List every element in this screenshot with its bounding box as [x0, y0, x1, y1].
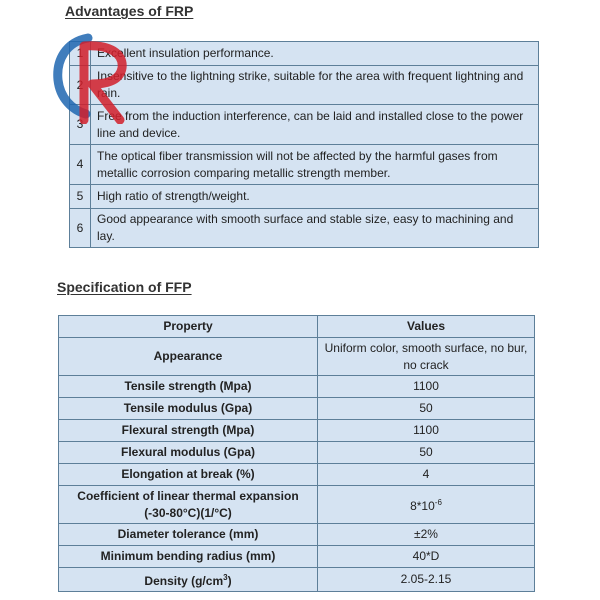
table-row — [70, 42, 539, 66]
property-cell: Appearance — [59, 338, 318, 376]
row-number: 6 — [70, 209, 91, 248]
property-exponent: 3 — [223, 573, 228, 582]
advantage-text: Insensitive to the lightning strike, suitable for the area with frequent lightning and rain. — [91, 66, 539, 105]
table-row — [59, 338, 535, 376]
specification-table — [58, 315, 535, 592]
advantage-text: High ratio of strength/weight. — [91, 185, 539, 209]
table-row — [59, 376, 535, 398]
table-row — [59, 398, 535, 420]
property-tail: ) — [227, 574, 232, 588]
table-row — [70, 105, 539, 145]
advantage-text: Free from the induction interference, can be laid and installed close to the power line and device. — [91, 105, 539, 145]
property-cell: Tensile modulus (Gpa) — [59, 398, 318, 420]
table-row — [59, 442, 535, 464]
row-number: 3 — [70, 105, 91, 145]
table-row — [70, 66, 539, 105]
table-row — [59, 420, 535, 442]
table-row — [59, 546, 535, 568]
advantage-text: The optical fiber transmission will not be affected by the harmful gases from metallic corrosion comparing metallic strength member. — [91, 145, 539, 185]
property-cell: Tensile strength (Mpa) — [59, 376, 318, 398]
advantage-text: Excellent insulation performance. — [91, 42, 539, 66]
row-number: 5 — [70, 185, 91, 209]
value-base: 8*10 — [410, 499, 435, 513]
row-number: 2 — [70, 66, 91, 105]
table-row — [70, 145, 539, 185]
property-cell: Flexural modulus (Gpa) — [59, 442, 318, 464]
row-number: 4 — [70, 145, 91, 185]
table-header-row — [59, 316, 535, 338]
value-cell: ±2% — [318, 524, 535, 546]
table-row — [59, 486, 535, 524]
advantages-heading: Advantages of FRP — [65, 3, 194, 19]
table-row — [59, 464, 535, 486]
value-cell: 4 — [318, 464, 535, 486]
value-cell: Uniform color, smooth surface, no bur, no crack — [318, 338, 535, 376]
column-header-values: Values — [318, 316, 535, 338]
row-number: 1 — [70, 42, 91, 66]
specification-heading: Specification of FFP — [57, 279, 192, 295]
value-cell: 1100 — [318, 420, 535, 442]
value-cell: 50 — [318, 398, 535, 420]
table-row — [70, 185, 539, 209]
value-exponent: -6 — [434, 498, 442, 507]
table-row — [59, 524, 535, 546]
property-cell: Coefficient of linear thermal expansion (-30-80°C)(1/°C) — [59, 486, 318, 524]
advantages-table — [69, 41, 539, 248]
property-base: Density (g/cm — [144, 574, 224, 588]
property-cell: Minimum bending radius (mm) — [59, 546, 318, 568]
value-cell: 40*D — [318, 546, 535, 568]
value-cell: 50 — [318, 442, 535, 464]
value-cell: 1100 — [318, 376, 535, 398]
property-cell — [59, 568, 318, 592]
property-cell: Flexural strength (Mpa) — [59, 420, 318, 442]
property-cell: Elongation at break (%) — [59, 464, 318, 486]
advantage-text: Good appearance with smooth surface and stable size, easy to machining and lay. — [91, 209, 539, 248]
table-row — [70, 209, 539, 248]
column-header-property: Property — [59, 316, 318, 338]
table-row — [59, 568, 535, 592]
value-cell: 2.05-2.15 — [318, 568, 535, 592]
property-cell: Diameter tolerance (mm) — [59, 524, 318, 546]
value-cell — [318, 486, 535, 524]
